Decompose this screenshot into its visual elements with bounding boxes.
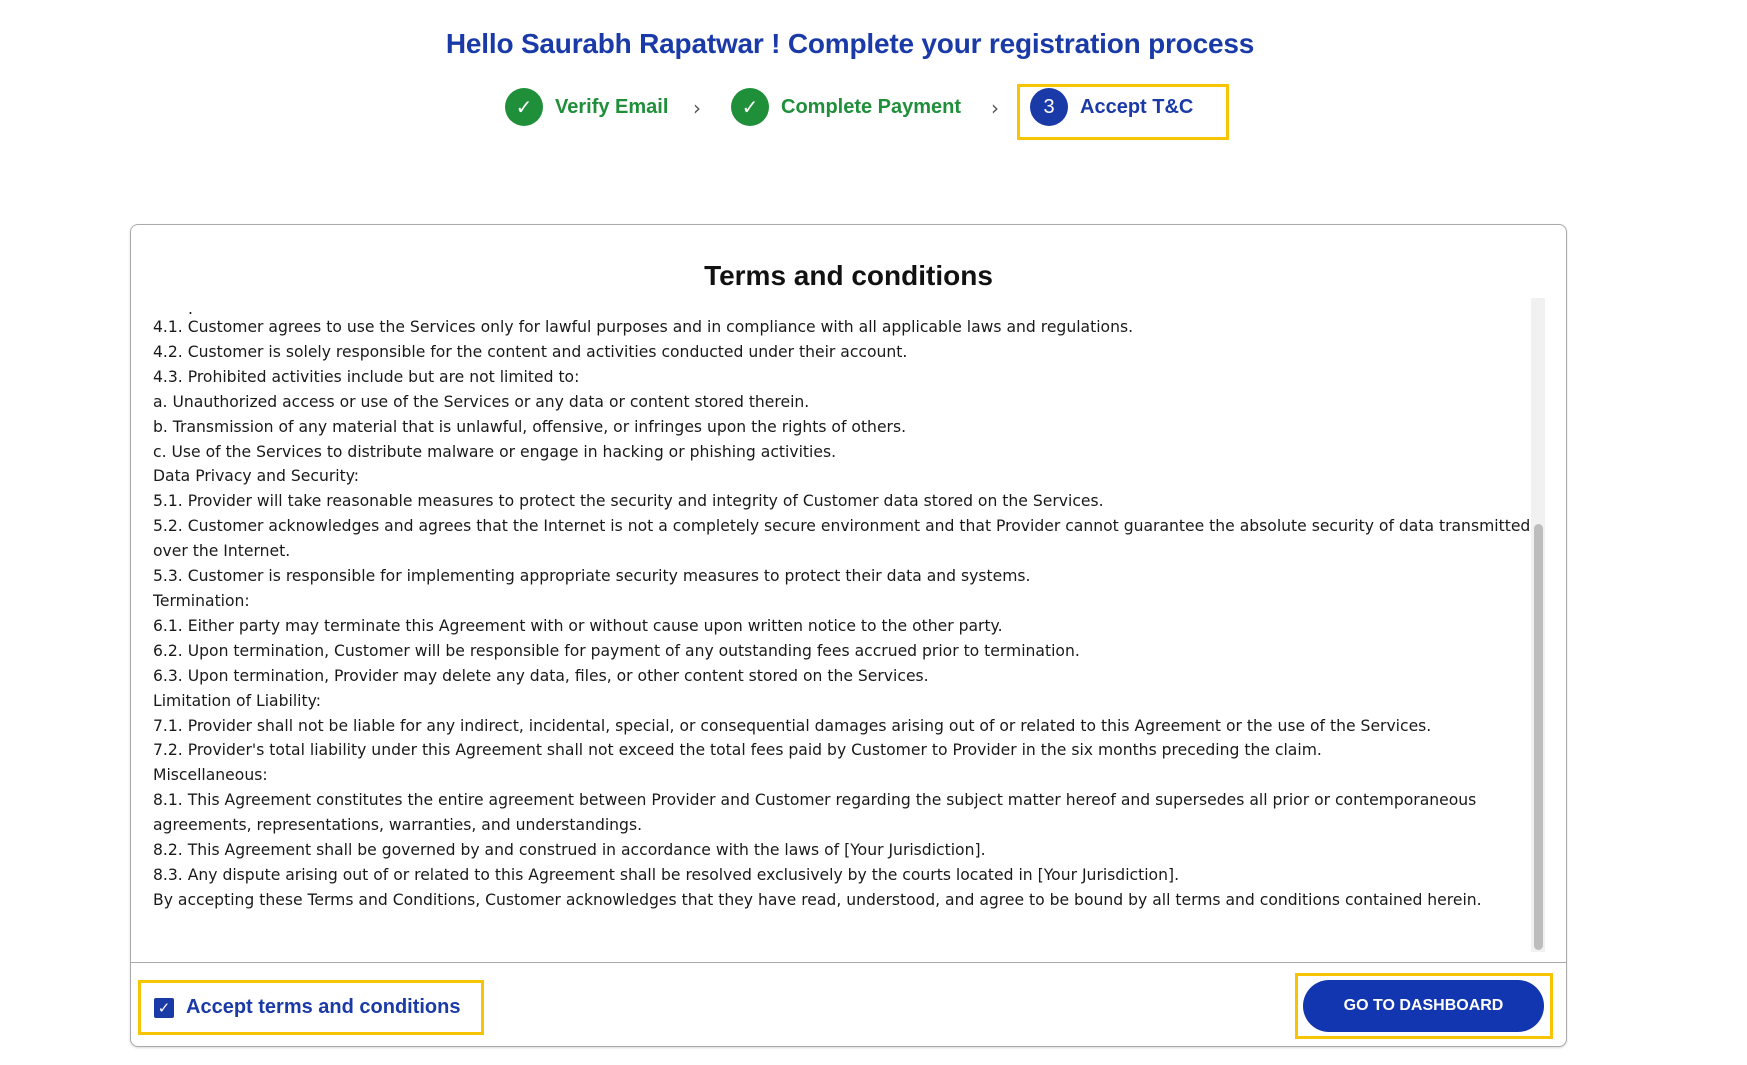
- terms-paragraph: 6.2. Upon termination, Customer will be responsible for payment of any outstanding fees accrued prior to termination.: [153, 641, 1080, 660]
- page-title: Hello Saurabh Rapatwar ! Complete your registration process: [445, 28, 1255, 59]
- accept-terms-checkbox[interactable]: [138, 980, 484, 1035]
- scrollbar-thumb[interactable]: [1534, 524, 1543, 950]
- terms-paragraph: 8.3. Any dispute arising out of or related to this Agreement shall be resolved exclusively by the courts located in [Your Jurisdiction].: [153, 865, 1180, 884]
- terms-paragraph: Miscellaneous:: [153, 766, 268, 785]
- go-to-dashboard-button[interactable]: GO TO DASHBOARD: [1303, 980, 1544, 1032]
- terms-paragraph: .: [188, 303, 193, 318]
- terms-paragraph: 4.1. Customer agrees to use the Services only for lawful purposes and in compliance with all applicable laws and regulations.: [153, 318, 1134, 336]
- terms-paragraph: 7.2. Provider's total liability under this Agreement shall not exceed the total fees paid by Customer to Provider in the six months preceding the claim.: [153, 741, 1322, 760]
- terms-paragraph: a. Unauthorized access or use of the Services or any data or content stored therein.: [153, 392, 810, 411]
- terms-paragraph: c. Use of the Services to distribute malware or engage in hacking or phishing activities.: [153, 442, 837, 461]
- terms-paragraph: 6.3. Upon termination, Provider may delete any data, files, or other content stored on the Services.: [153, 666, 929, 685]
- terms-paragraph: Termination:: [153, 591, 250, 610]
- accept-terms-label: Accept terms and conditions: [186, 996, 461, 1018]
- terms-paragraph: 8.1. This Agreement constitutes the entire agreement between Provider and Customer regarding the subject matter hereof and supersedes all prior or contemporaneous agreements, representations, warranties, and understandings.: [153, 791, 1477, 835]
- step-complete-payment[interactable]: [731, 88, 961, 126]
- terms-card: [130, 224, 1567, 1047]
- check-icon: ✓: [505, 88, 543, 126]
- check-icon: ✓: [731, 88, 769, 126]
- terms-paragraph: Data Privacy and Security:: [153, 467, 360, 486]
- step-label: Accept T&C: [1080, 95, 1194, 118]
- terms-paragraph: b. Transmission of any material that is unlawful, offensive, or infringes upon the rights of others.: [153, 417, 907, 436]
- step-label: Verify Email: [555, 95, 669, 118]
- terms-paragraph: 4.3. Prohibited activities include but are not limited to:: [153, 367, 580, 386]
- step-verify-email[interactable]: [505, 88, 668, 126]
- terms-paragraph: 5.1. Provider will take reasonable measures to protect the security and integrity of Customer data stored on the Services.: [153, 492, 1104, 511]
- divider: [131, 962, 1566, 963]
- terms-paragraph: 5.3. Customer is responsible for implementing appropriate security measures to protect their data and systems.: [153, 567, 1031, 586]
- terms-paragraph: Limitation of Liability:: [153, 691, 321, 710]
- terms-scroll-area[interactable]: [153, 303, 1543, 953]
- step-label: Complete Payment: [781, 95, 962, 118]
- chevron-right-icon: ›: [693, 96, 701, 120]
- checkbox-checked-icon[interactable]: ✓: [154, 998, 174, 1018]
- terms-paragraph: 7.1. Provider shall not be liable for any indirect, incidental, special, or consequential damages arising out of or related to this Agreement or the use of the Services.: [153, 716, 1432, 735]
- highlight-box: [1017, 84, 1229, 140]
- terms-paragraph: By accepting these Terms and Conditions, Customer acknowledges that they have read, understood, and agree to be bound by all terms and conditions contained herein.: [153, 890, 1482, 909]
- scrollbar[interactable]: [1531, 298, 1545, 952]
- terms-title: Terms and conditions: [704, 260, 993, 291]
- terms-paragraph: 4.2. Customer is solely responsible for the content and activities conducted under their account.: [153, 342, 908, 361]
- chevron-right-icon: ›: [991, 96, 999, 120]
- step-number: 3: [1030, 88, 1068, 126]
- terms-paragraph: 6.1. Either party may terminate this Agreement with or without cause upon written notice to the other party.: [153, 616, 1003, 635]
- terms-paragraph: 5.2. Customer acknowledges and agrees that the Internet is not a completely secure environment and that Provider cannot guarantee the absolute security of data transmitted over the Internet.: [153, 517, 1531, 561]
- registration-stepper: [0, 88, 1747, 128]
- terms-paragraph: 8.2. This Agreement shall be governed by and construed in accordance with the laws of [Your Jurisdiction].: [153, 841, 986, 860]
- highlight-box: [1295, 973, 1553, 1039]
